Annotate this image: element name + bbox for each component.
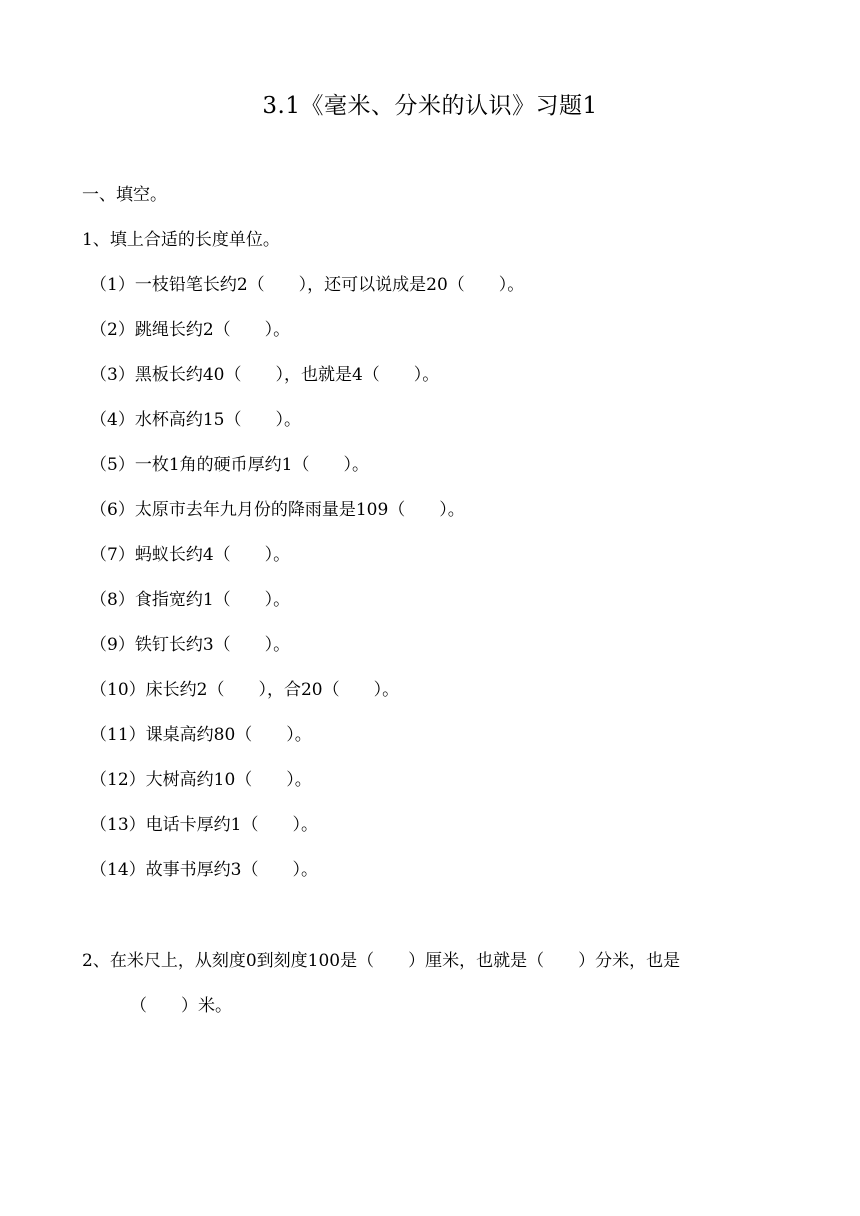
question-1-item: （2）跳绳长约2（ ）。 (90, 320, 291, 340)
worksheet-title: 3.1《毫米、分米的认识》习题1 (262, 93, 598, 119)
question-1-item: （7）蚂蚁长约4（ ）。 (90, 545, 291, 565)
section-heading: 一、填空。 (82, 185, 167, 205)
question-1-item: （14）故事书厚约3（ ）。 (90, 860, 318, 880)
question-1-prompt: 1、填上合适的长度单位。 (82, 230, 280, 250)
question-1-item: （3）黑板长约40（ ），也就是4（ ）。 (90, 365, 440, 385)
question-1-item: （10）床长约2（ ），合20（ ）。 (90, 680, 400, 700)
question-1-item: （5）一枚1角的硬币厚约1（ ）。 (90, 455, 369, 475)
question-1-item: （6）太原市去年九月份的降雨量是109（ ）。 (90, 500, 465, 520)
question-1-item: （13）电话卡厚约1（ ）。 (90, 815, 318, 835)
question-1-item: （11）课桌高约80（ ）。 (90, 725, 312, 745)
question-1-item: （12）大树高约10（ ）。 (90, 770, 312, 790)
question-1-item: （8）食指宽约1（ ）。 (90, 590, 291, 610)
question-1-item: （1）一枝铅笔长约2（ ），还可以说成是20（ ）。 (90, 275, 525, 295)
question-2-line-1: 2、在米尺上，从刻度0到刻度100是（ ）厘米，也就是（ ）分米，也是 (82, 951, 681, 971)
question-2-line-2: （ ）米。 (130, 996, 232, 1016)
question-1-item: （9）铁钉长约3（ ）。 (90, 635, 291, 655)
question-1-item: （4）水杯高约15（ ）。 (90, 410, 301, 430)
